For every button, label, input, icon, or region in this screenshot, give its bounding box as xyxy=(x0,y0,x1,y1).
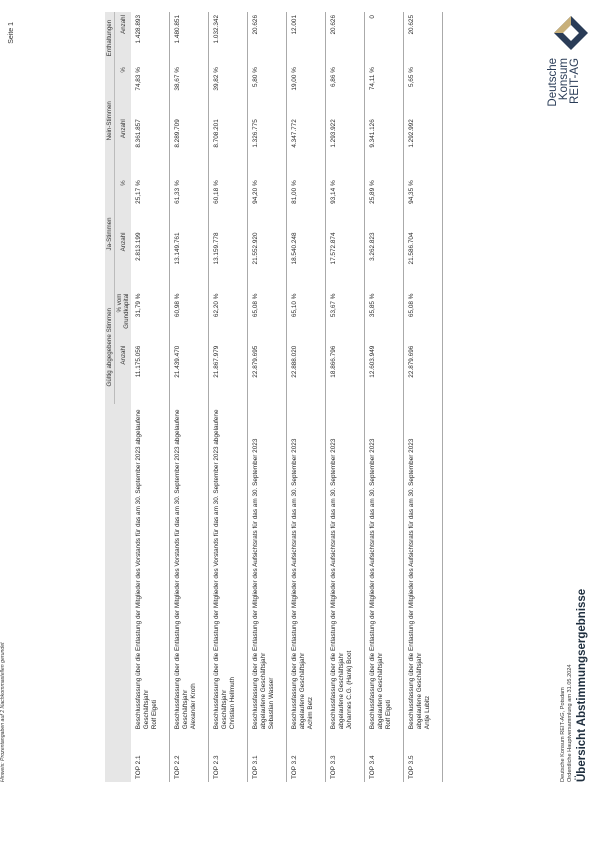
yes-count: 13.159.778 xyxy=(209,229,248,290)
rounding-footnote: Hinweis: Prozentangaben auf 2 Nachkommastellen gerundet xyxy=(0,642,6,782)
resolution-text: Beschlussfassung über die Entlastung der Mitglieder des Vorstands für das am 30. September 2023 abgelaufene Geschäftsjahr xyxy=(174,409,189,730)
no-pct: 38,67 % xyxy=(170,64,209,116)
table-row xyxy=(326,12,365,782)
abst-count: 1.428.893 xyxy=(131,12,170,64)
yes-pct: 81,00 % xyxy=(287,177,326,229)
resolution-cell xyxy=(131,404,170,732)
person-name: Sebastian Wasser xyxy=(268,677,275,730)
no-count: 1.326.775 xyxy=(248,116,287,177)
resolution-cell xyxy=(248,404,287,732)
valid-count: 22.879.696 xyxy=(404,343,443,404)
page-title: Übersicht Abstimmungsergebnisse xyxy=(576,588,588,782)
agenda-item: TOP 2.1 xyxy=(131,732,170,782)
yes-count: 21.586.704 xyxy=(404,229,443,290)
yes-count-header: Anzahl xyxy=(115,229,132,290)
resolution-text: Beschlussfassung über die Entlastung der Mitglieder des Aufsichtsrats für das am 30. September 2023 abgelaufene Geschäftsjahr xyxy=(291,438,306,730)
valid-count: 18.866.796 xyxy=(326,343,365,404)
valid-count: 22.879.695 xyxy=(248,343,287,404)
logo-wordmark xyxy=(548,58,581,107)
yes-pct: 94,20 % xyxy=(248,177,287,229)
resolution-cell xyxy=(209,404,248,732)
no-pct: 6,86 % xyxy=(326,64,365,116)
agenda-item: TOP 3.3 xyxy=(326,732,365,782)
agenda-item: TOP 3.4 xyxy=(365,732,404,782)
resolution-text: Beschlussfassung über die Entlastung der Mitglieder des Vorstands für das am 30. September 2023 abgelaufene Geschäftsjahr xyxy=(135,409,150,730)
no-pct: 74,11 % xyxy=(365,64,404,116)
yes-pct: 60,18 % xyxy=(209,177,248,229)
person-name: Antje Lubitz xyxy=(424,695,431,730)
valid-pct: 62,20 % xyxy=(209,291,248,343)
resolution-cell xyxy=(404,404,443,732)
yes-count: 3.262.823 xyxy=(365,229,404,290)
no-count: 8.289.709 xyxy=(170,116,209,177)
company-header xyxy=(560,664,574,782)
blank-header xyxy=(105,404,115,782)
no-pct: 19,00 % xyxy=(287,64,326,116)
yes-votes-header: Ja-Stimmen xyxy=(105,177,115,290)
abst-count: 20.625 xyxy=(404,12,443,64)
person-name: Johannes C.G. (Hank) Boot xyxy=(346,650,353,730)
yes-count: 21.552.920 xyxy=(248,229,287,290)
no-pct: 74,83 % xyxy=(131,64,170,116)
resolution-text: Beschlussfassung über die Entlastung der Mitglieder des Aufsichtsrats für das am 30. September 2023 abgelaufene Geschäftsjahr xyxy=(252,438,267,730)
results-table xyxy=(105,12,443,782)
person-name: Achim Betz xyxy=(307,696,314,730)
abst-count-header: Anzahl xyxy=(115,12,132,64)
yes-pct: 94,35 % xyxy=(404,177,443,229)
agenda-item: TOP 2.2 xyxy=(170,732,209,782)
no-count: 4.347.772 xyxy=(287,116,326,177)
table-row xyxy=(365,12,404,782)
meeting-line: Ordentliche Hauptversammlung am 31.05.2024 xyxy=(567,664,573,782)
resolution-cell xyxy=(365,404,404,732)
company-line: Deutsche Konsum REIT-AG, Potsdam xyxy=(560,687,566,782)
table-row xyxy=(209,12,248,782)
agenda-item: TOP 3.2 xyxy=(287,732,326,782)
valid-pct: 60,98 % xyxy=(170,291,209,343)
blank-subheader xyxy=(115,404,132,782)
no-count-header: Anzahl xyxy=(115,116,132,177)
yes-pct: 25,89 % xyxy=(365,177,404,229)
agenda-item: TOP 2.3 xyxy=(209,732,248,782)
valid-count: 22.888.020 xyxy=(287,343,326,404)
yes-pct: 25,17 % xyxy=(131,177,170,229)
no-votes-header: Nein-Stimmen xyxy=(105,64,115,177)
valid-pct: 53,67 % xyxy=(326,291,365,343)
resolution-cell xyxy=(326,404,365,732)
no-pct-header: % xyxy=(115,64,132,116)
yes-pct: 93,14 % xyxy=(326,177,365,229)
valid-pct-header: % vom Grundkapital xyxy=(115,291,132,343)
resolution-text: Beschlussfassung über die Entlastung der Mitglieder des Aufsichtsrats für das am 30. September 2023 abgelaufene Geschäftsjahr xyxy=(330,438,345,730)
valid-pct: 65,08 % xyxy=(404,291,443,343)
no-pct: 5,80 % xyxy=(248,64,287,116)
resolution-cell xyxy=(170,404,209,732)
table-row xyxy=(131,12,170,782)
abst-count: 12.001 xyxy=(287,12,326,64)
no-count: 1.293.922 xyxy=(326,116,365,177)
yes-count: 17.572.874 xyxy=(326,229,365,290)
no-count: 1.292.992 xyxy=(404,116,443,177)
person-name: Alexander Kroth xyxy=(190,683,197,730)
valid-pct: 65,10 % xyxy=(287,291,326,343)
yes-count: 18.540.248 xyxy=(287,229,326,290)
agenda-item: TOP 3.1 xyxy=(248,732,287,782)
valid-count: 21.439.470 xyxy=(170,343,209,404)
no-count: 8.361.857 xyxy=(131,116,170,177)
page-number: Seite 1 xyxy=(8,22,15,44)
valid-count: 12.603.949 xyxy=(365,343,404,404)
no-pct: 5,65 % xyxy=(404,64,443,116)
abstentions-header: Enthaltungen xyxy=(105,12,115,64)
abst-count: 20.626 xyxy=(248,12,287,64)
group-header-row xyxy=(105,12,115,782)
table-row xyxy=(404,12,443,782)
logo-line1: Deutsche xyxy=(547,58,559,107)
valid-pct: 31,79 % xyxy=(131,291,170,343)
abst-count: 20.626 xyxy=(326,12,365,64)
logo-line3: REIT-AG xyxy=(569,58,581,105)
person-name: Christian Hellmuth xyxy=(229,676,236,730)
no-count: 9.341.126 xyxy=(365,116,404,177)
valid-count: 21.867.979 xyxy=(209,343,248,404)
logo-diamond-icon xyxy=(552,14,590,52)
table-row xyxy=(248,12,287,782)
table-row xyxy=(287,12,326,782)
resolution-text: Beschlussfassung über die Entlastung der Mitglieder des Aufsichtsrats für das am 30. September 2023 abgelaufene Geschäftsjahr xyxy=(408,438,423,730)
abst-count: 0 xyxy=(365,12,404,64)
resolution-text: Beschlussfassung über die Entlastung der Mitglieder des Vorstands für das am 30. September 2023 abgelaufene Geschäftsjahr xyxy=(213,409,228,730)
resolution-cell xyxy=(287,404,326,732)
person-name: Rolf Elgeti xyxy=(151,700,158,730)
valid-count: 11.175.056 xyxy=(131,343,170,404)
sub-header-row xyxy=(115,12,132,782)
abst-count: 1.480.851 xyxy=(170,12,209,64)
resolution-text: Beschlussfassung über die Entlastung der Mitglieder des Aufsichtsrats für das am 30. September 2023 abgelaufene Geschäftsjahr xyxy=(369,438,384,730)
no-pct: 39,82 % xyxy=(209,64,248,116)
table-row xyxy=(170,12,209,782)
yes-count: 2.813.199 xyxy=(131,229,170,290)
valid-pct: 35,85 % xyxy=(365,291,404,343)
yes-pct: 61,33 % xyxy=(170,177,209,229)
valid-votes-header: Gültig abgegebene Stimmen xyxy=(105,291,115,404)
valid-pct: 65,08 % xyxy=(248,291,287,343)
valid-count-header: Anzahl xyxy=(115,343,132,404)
no-count: 8.708.201 xyxy=(209,116,248,177)
logo-line2: Konsum xyxy=(558,58,570,101)
person-name: Rolf Elgeti xyxy=(385,700,392,730)
abst-count: 1.032.342 xyxy=(209,12,248,64)
yes-pct-header: % xyxy=(115,177,132,229)
agenda-item: TOP 3.5 xyxy=(404,732,443,782)
yes-count: 13.149.761 xyxy=(170,229,209,290)
